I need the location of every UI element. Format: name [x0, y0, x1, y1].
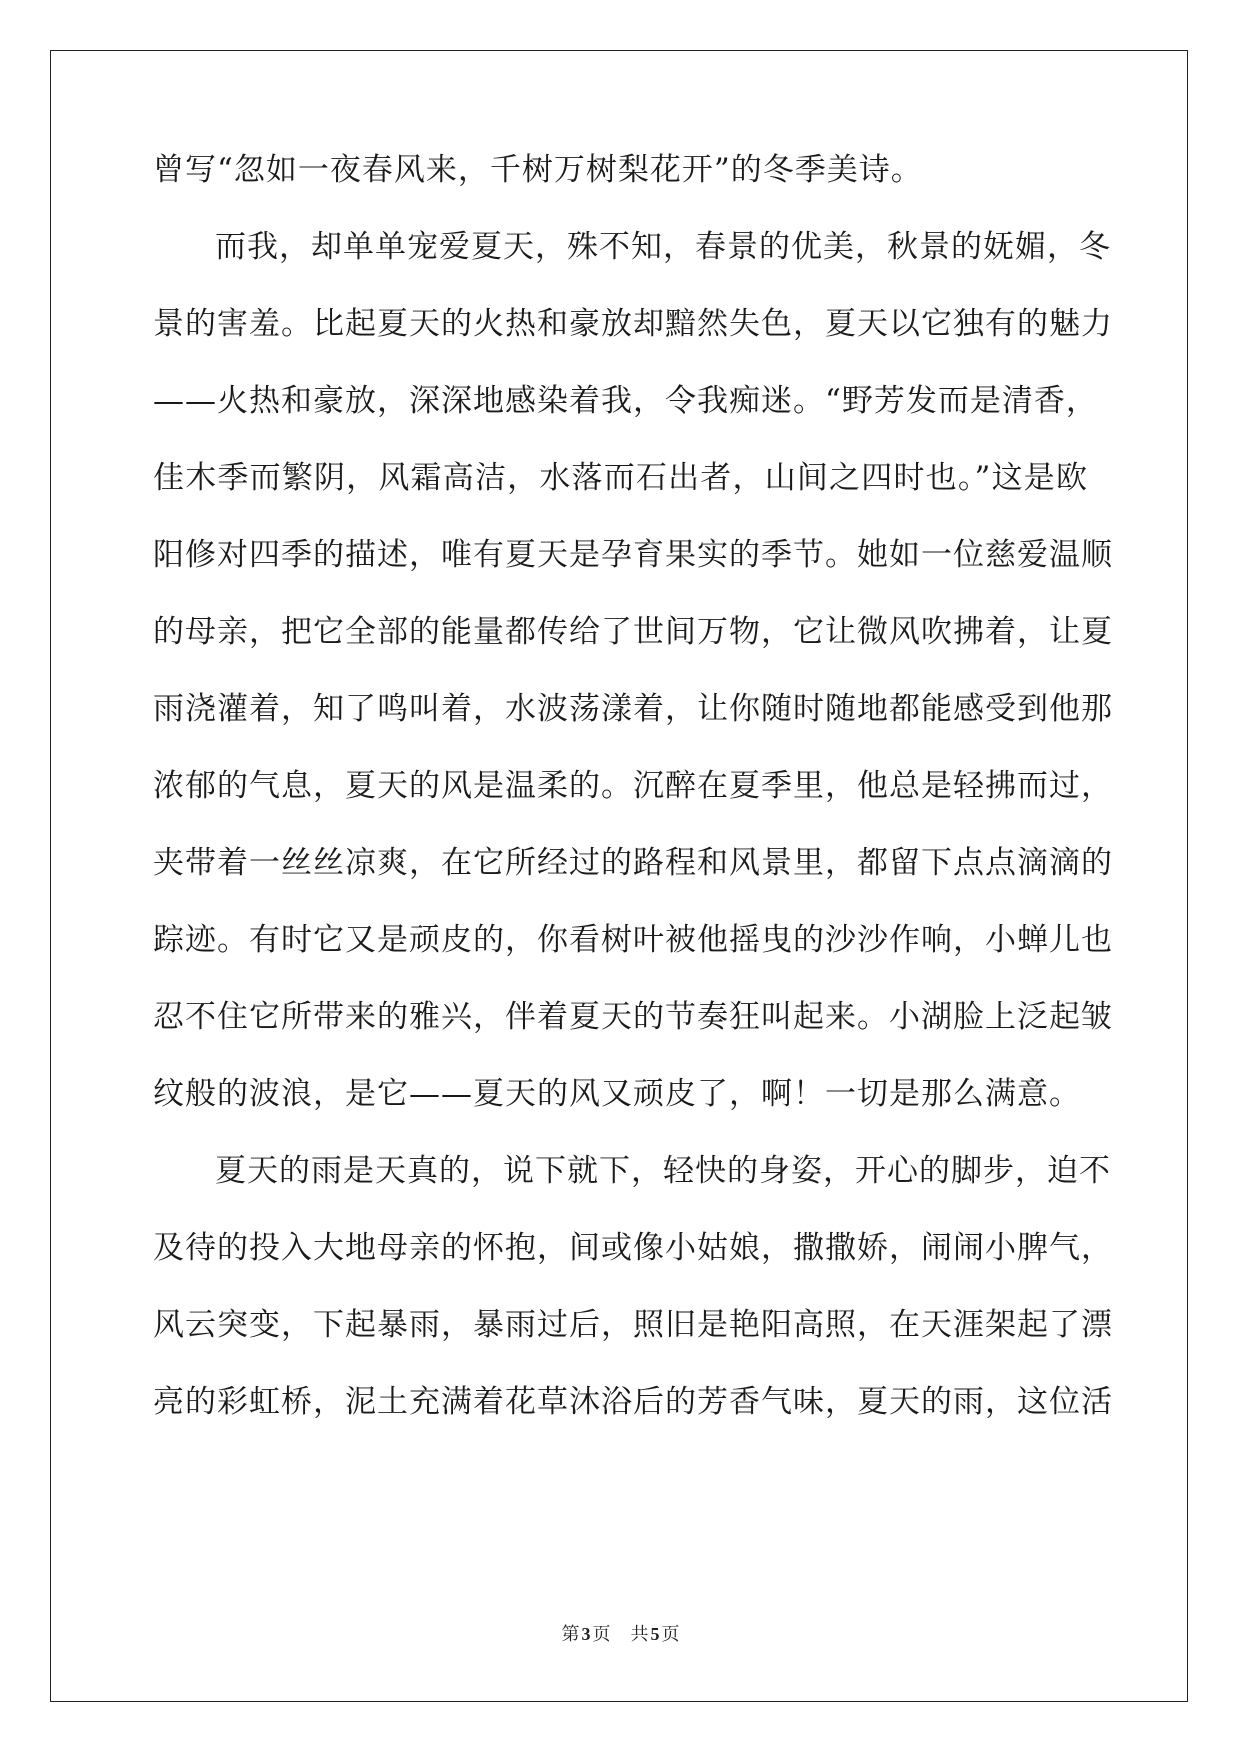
text-line: 亮的彩虹桥，泥土充满着花草沐浴后的芳香气味，夏天的雨，这位活 — [153, 1384, 1113, 1420]
text-line: 及待的投入大地母亲的怀抱，间或像小姑娘，撒撒娇，闹闹小脾气， — [153, 1230, 1113, 1266]
page-current-number: 3 — [581, 1624, 591, 1644]
page-total-number: 5 — [650, 1624, 660, 1644]
text-line: 风云突变，下起暴雨，暴雨过后，照旧是艳阳高照，在天涯架起了漂 — [153, 1307, 1113, 1343]
text-line: 曾写“忽如一夜春风来，千树万树梨花开”的冬季美诗。 — [153, 152, 923, 188]
text-line: 阳修对四季的描述，唯有夏天是孕育果实的季节。她如一位慈爱温顺 — [153, 537, 1113, 573]
text-line: 夏天的雨是天真的，说下就下，轻快的身姿，开心的脚步，迫不 — [215, 1153, 1111, 1189]
text-line: 夹带着一丝丝凉爽，在它所经过的路程和风景里，都留下点点滴滴的 — [153, 845, 1113, 881]
total-suffix: 页 — [661, 1624, 680, 1645]
text-line: 浓郁的气息，夏天的风是温柔的。沉醉在夏季里，他总是轻拂而过， — [153, 768, 1113, 804]
page-prefix: 第 — [561, 1624, 580, 1645]
total-prefix: 共 — [630, 1624, 649, 1645]
text-line: 踪迹。有时它又是顽皮的，你看树叶被他摇曳的沙沙作响，小蝉儿也 — [153, 922, 1113, 958]
text-line: 的母亲，把它全部的能量都传给了世间万物，它让微风吹拂着，让夏 — [153, 614, 1113, 650]
text-line: 而我，却单单宠爱夏天，殊不知，春景的优美，秋景的妩媚，冬 — [215, 229, 1111, 265]
text-line: 纹般的波浪，是它——夏天的风又顽皮了，啊！一切是那么满意。 — [153, 1076, 1081, 1112]
text-line: 佳木季而繁阴，风霜高洁，水落而石出者，山间之四时也。”这是欧 — [153, 460, 1088, 496]
text-line: ——火热和豪放，深深地感染着我，令我痴迷。“野芳发而是清香， — [153, 383, 1098, 419]
page-suffix: 页 — [592, 1624, 611, 1645]
text-line: 景的害羞。比起夏天的火热和豪放却黯然失色，夏天以它独有的魅力 — [153, 306, 1113, 342]
text-line: 雨浇灌着，知了鸣叫着，水波荡漾着，让你随时随地都能感受到他那 — [153, 691, 1113, 727]
page-footer — [0, 1622, 1241, 1647]
text-line: 忍不住它所带来的雅兴，伴着夏天的节奏狂叫起来。小湖脸上泛起皱 — [153, 999, 1113, 1035]
